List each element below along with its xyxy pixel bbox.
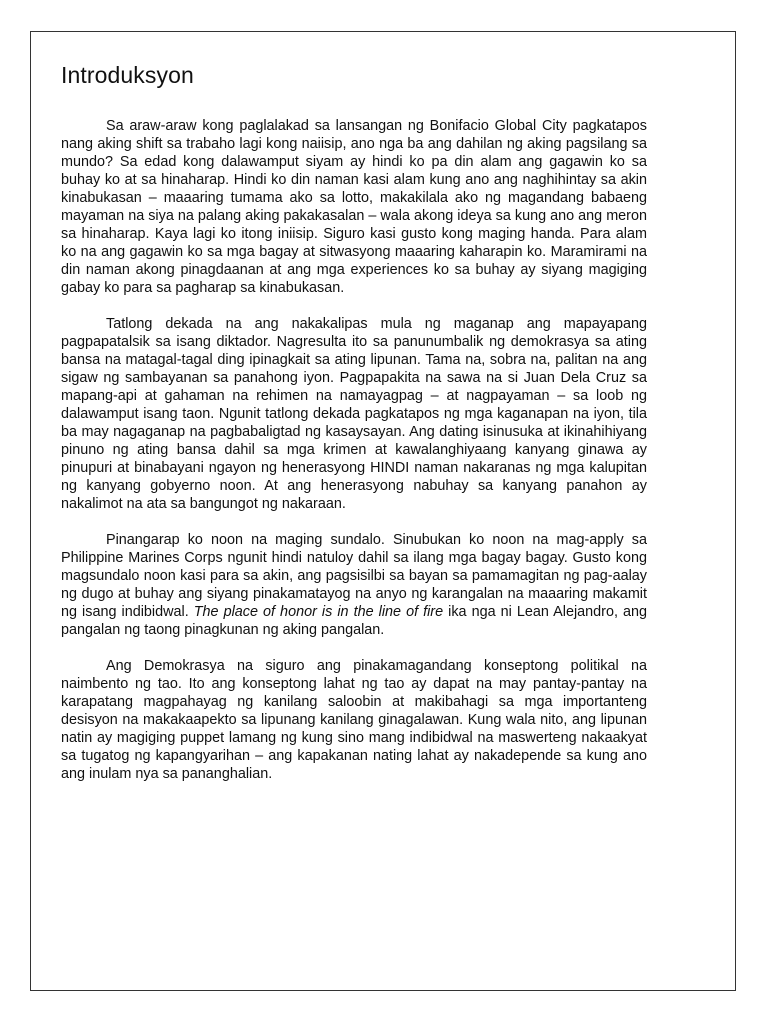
paragraph-3-text-before: Pinangarap ko noon na maging sundalo. Sinubukan ko noon na mag-apply sa Philippine Marines Corps ngunit hindi natuloy dahil sa ilang mga bagay bagay. Gusto kong magsundalo noon kasi para sa akin, ang pagsisilbi sa bayan sa pamamagitan ng pag-aalay ng dugo at buhay ang siyang pinakamatayog na anyo ng karangalan na maaaring makamit ng isang indibidwal. bbox=[61, 532, 647, 620]
paragraph-3-text-after: ika nga ni Lean Alejandro, ang pangalan ng taong pinagkunan ng aking pangalan. bbox=[61, 604, 647, 638]
paragraph-3 bbox=[61, 531, 647, 639]
paragraph-4: Ang Demokrasya na siguro ang pinakamagandang konseptong politikal na naimbento ng tao. Ito ang konseptong lahat ng tao ay dapat na may pantay-pantay na karapatang magpahayag ng kanilang saloobin at makibahagi sa mga importanteng desisyon na makakaapekto sa lipunang kanilang ginagalawan. Kung wala nito, ang lipunan natin ay magiging puppet lamang ng kung sino mang indibidwal na maswerteng nakaakyat sa tugatog ng kapangyarihan – ang kapakanan nating lahat ay nakadepende sa kung ano ang inulam nya sa pananghalian. bbox=[61, 658, 647, 782]
paragraph-2: Tatlong dekada na ang nakakalipas mula ng maganap ang mapayapang pagpapatalsik sa isang diktador. Nagresulta ito sa panunumbalik ng demokrasya sa ating bansa na matagal-tagal ding ipinagkait sa ating lipunan. Tama na, sobra na, palitan na ang sigaw ng sambayanan sa panahong iyon. Pagpapakita na sawa na si Juan Dela Cruz sa mapang-api at gahaman na rehimen na namayagpag – at nagpayaman – sa loob ng dalawamput isang taon. Ngunit tatlong dekada pagkatapos ng mga kaganapan na iyon, tila ba may nagaganap na pagbabaligtad ng kasaysayan. Ang dating isinusuka at ikinahihiyang pinuno ng ating bansa dahil sa mga krimen at kawalanghiyaang kanyang ginawa ay pinupuri at binabayani ngayon ng henerasyong HINDI naman nakaranas ng mga kalupitan ng kanyang gobyerno noon. At ang henerasyong nabuhay sa kanyang panahon ay nakalimot na ata sa bangungot ng nakaraan. bbox=[61, 316, 647, 512]
paragraph-1: Sa araw-araw kong paglalakad sa lansangan ng Bonifacio Global City pagkatapos nang aking shift sa trabaho lagi kong naiisip, ano nga ba ang dahilan ng aking pagsilang sa mundo? Sa edad kong dalawamput siyam ay hindi ko pa din alam ang gagawin ko sa buhay ko at sa hinaharap. Hindi ko din naman kasi alam kung ano ang naghihintay sa akin kinabukasan – maaaring tumama ako sa lotto, makakilala ako ng magandang babaeng mayaman na siya na palang aking pakakasalan – wala akong ideya sa kung ano ang meron sa hinaharap. Kaya lagi ko itong iniisip. Siguro kasi gusto kong maging handa. Para alam ko na ang gagawin ko sa mga bagay at sitwasyong maaaring kaharapin ko. Maramirami na din naman akong pinagdaanan at ang mga experiences ko sa buhay ay siyang magiging gabay ko para sa pagharap sa kinabukasan. bbox=[61, 118, 647, 296]
document-title: Introduksyon bbox=[61, 62, 194, 88]
paragraph-3-quote: The place of honor is in the line of fire bbox=[193, 604, 444, 620]
document-body bbox=[61, 62, 647, 783]
